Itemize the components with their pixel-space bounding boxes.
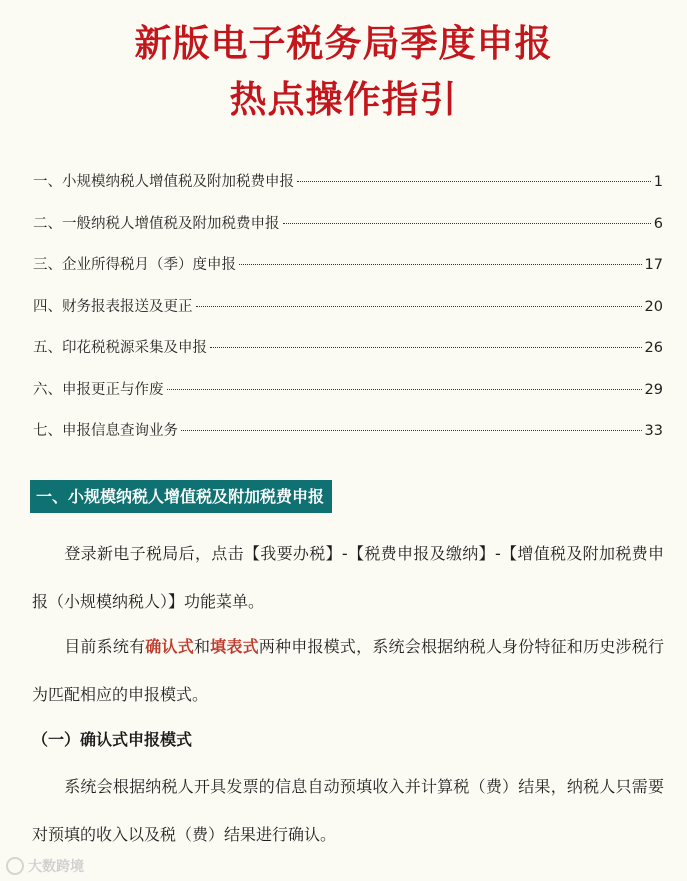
paragraph-text: 和 [193, 637, 211, 656]
subsection-heading: （一）确认式申报模式 [32, 730, 193, 749]
toc-entry-label: 六、申报更正与作废 [33, 381, 164, 398]
toc-entry[interactable] [33, 253, 663, 295]
toc-leader-dots [210, 347, 642, 348]
paragraph-text: 目前系统有 [64, 637, 146, 656]
toc-entry[interactable] [33, 336, 663, 378]
toc-entry-label: 四、财务报表报送及更正 [33, 298, 193, 315]
toc-leader-dots [196, 306, 642, 307]
toc-entry-label: 一、小规模纳税人增值税及附加税费申报 [33, 174, 294, 190]
body-paragraph [32, 530, 664, 626]
toc-entry[interactable] [33, 170, 663, 212]
toc-entry[interactable] [33, 212, 663, 254]
toc-entry-label: 七、申报信息查询业务 [33, 423, 178, 439]
watermark-text: 大数跨境 [28, 859, 84, 875]
toc-leader-dots [181, 430, 642, 431]
paragraph-text: 两种申报模式，系统会根据纳税人身份特征和历史涉税行为匹配相应的申报模式。 [32, 637, 664, 704]
toc-entry-page: 1 [653, 174, 663, 190]
document-title-line1: 新版电子税务局季度申报 [134, 22, 553, 65]
toc-entry-label: 三、企业所得税月（季）度申报 [33, 257, 236, 273]
highlight-mode-confirm: 确认式 [145, 637, 194, 656]
paragraph-text: 登录新电子税局后，点击【我要办税】-【税费申报及缴纳】-【增值税及附加税费申报（小规模纳税人）】功能菜单。 [32, 544, 664, 611]
body-paragraph [32, 623, 664, 719]
toc-entry[interactable] [33, 295, 663, 337]
table-of-contents [33, 170, 663, 461]
toc-entry[interactable] [33, 419, 663, 461]
watermark-logo-icon [6, 857, 24, 875]
toc-leader-dots [283, 223, 651, 224]
toc-entry-page: 33 [644, 423, 663, 439]
section-heading: 一、小规模纳税人增值税及附加税费申报 [30, 480, 332, 513]
toc-entry-page: 6 [653, 215, 663, 232]
watermark [6, 855, 84, 877]
toc-leader-dots [167, 389, 642, 390]
toc-leader-dots [239, 264, 642, 265]
toc-entry[interactable] [33, 378, 663, 420]
toc-entry-page: 26 [644, 340, 663, 356]
toc-entry-page: 17 [644, 257, 663, 273]
paragraph-text: 系统会根据纳税人开具发票的信息自动预填收入并计算税（费）结果，纳税人只需要对预填的收入以及税（费）结果进行确认。 [32, 777, 664, 844]
toc-leader-dots [297, 181, 651, 182]
body-paragraph [32, 763, 664, 859]
toc-entry-page: 20 [644, 298, 663, 315]
highlight-mode-form: 填表式 [210, 637, 259, 656]
toc-entry-label: 五、印花税税源采集及申报 [33, 340, 207, 356]
toc-entry-page: 29 [644, 381, 663, 398]
document-title-line2: 热点操作指引 [229, 78, 458, 121]
toc-entry-label: 二、一般纳税人增值税及附加税费申报 [33, 215, 280, 232]
